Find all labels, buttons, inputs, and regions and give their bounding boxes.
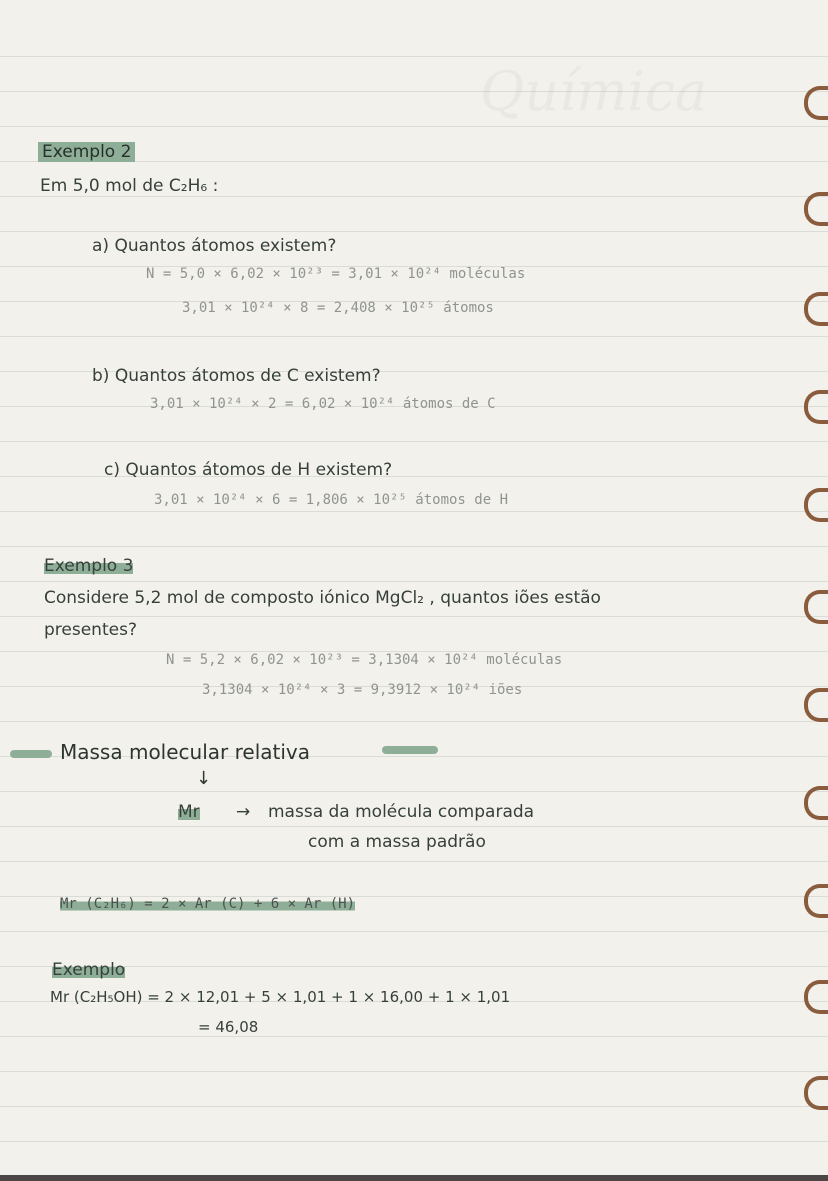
binding-ring-icon: [804, 390, 828, 424]
question-a: a) Quantos átomos existem?: [92, 236, 337, 256]
example-3-line-1: N = 5,2 × 6,02 × 10²³ = 3,1304 × 10²⁴ moléculas: [166, 652, 563, 668]
example-2-label: Exemplo 2: [38, 142, 135, 162]
example-3-line-2: 3,1304 × 10²⁴ × 3 = 9,3912 × 10²⁴ iões: [202, 682, 523, 698]
page-bottom-edge: [0, 1175, 828, 1181]
example-4-line-1: Mr (C₂H₅OH) = 2 × 12,01 + 5 × 1,01 + 1 × 16,00 + 1 × 1,01: [50, 988, 511, 1006]
question-c-line-1: 3,01 × 10²⁴ × 6 = 1,806 × 10²⁵ átomos de H: [154, 492, 509, 508]
arrow-down-icon: ↓: [196, 768, 212, 789]
question-b-line-1: 3,01 × 10²⁴ × 2 = 6,02 × 10²⁴ átomos de C: [150, 396, 496, 412]
binding-ring-icon: [804, 192, 828, 226]
binding-ring-icon: [804, 884, 828, 918]
question-a-line-2: 3,01 × 10²⁴ × 8 = 2,408 × 10²⁵ átomos: [182, 300, 494, 316]
mr-symbol: Mr: [178, 802, 200, 822]
mr-definition-line-1: massa da molécula comparada: [268, 802, 535, 822]
binding-ring-icon: [804, 786, 828, 820]
mr-arrow: →: [236, 802, 251, 822]
binding-ring-icon: [804, 688, 828, 722]
mr-formula: Mr (C₂H₆) = 2 × Ar (C) + 6 × Ar (H): [60, 896, 356, 912]
example-3-label: Exemplo 3: [44, 556, 134, 576]
binding-ring-icon: [804, 980, 828, 1014]
question-a-line-1: N = 5,0 × 6,02 × 10²³ = 3,01 × 10²⁴ moléculas: [146, 266, 526, 282]
example-4-line-2: = 46,08: [198, 1018, 259, 1036]
title-wave-right: [382, 746, 438, 754]
binding-ring-icon: [804, 292, 828, 326]
question-c: c) Quantos átomos de H existem?: [104, 460, 393, 480]
example-2-intro: Em 5,0 mol de C₂H₆ :: [40, 176, 219, 196]
binding-ring-icon: [804, 590, 828, 624]
mr-definition-line-2: com a massa padrão: [308, 832, 486, 852]
binding-ring-icon: [804, 86, 828, 120]
watermark-smudge: Química: [480, 60, 708, 123]
example-4-label: Exemplo: [52, 960, 126, 980]
example-3-question-line-1: Considere 5,2 mol de composto iónico MgCl₂ , quantos iões estão: [44, 588, 601, 608]
question-b: b) Quantos átomos de C existem?: [92, 366, 381, 386]
section-title: Massa molecular relativa: [60, 740, 310, 764]
binding-ring-icon: [804, 1076, 828, 1110]
binding-ring-icon: [804, 488, 828, 522]
title-wave-left: [10, 750, 52, 758]
example-3-question-line-2: presentes?: [44, 620, 137, 640]
spiral-binding: [794, 0, 828, 1181]
